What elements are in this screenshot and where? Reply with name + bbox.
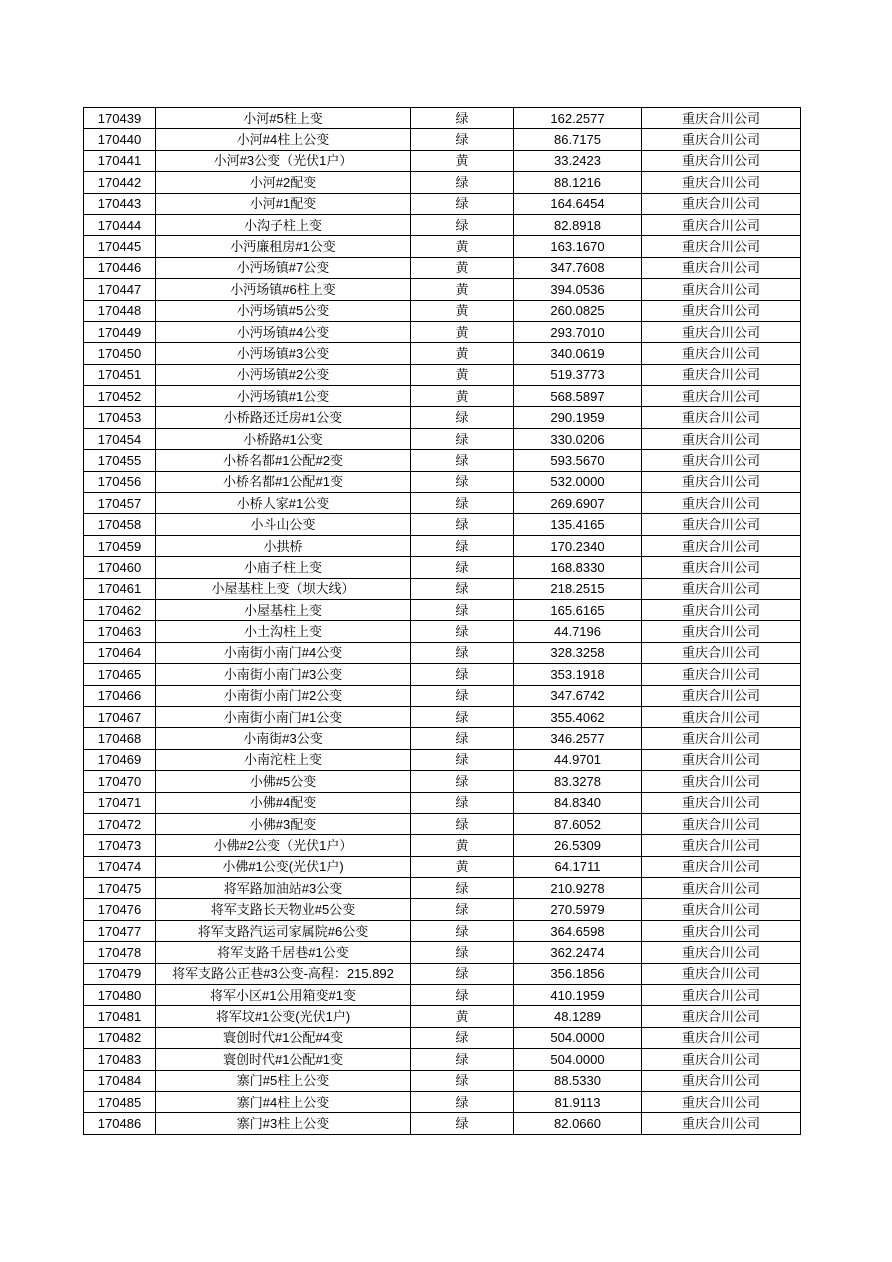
row-id-cell: 170441 — [84, 150, 156, 171]
row-name-cell: 小南街#3公变 — [156, 728, 411, 749]
row-value-cell: 290.1959 — [514, 407, 642, 428]
table-row — [84, 214, 801, 235]
row-id-cell: 170473 — [84, 835, 156, 856]
row-company-cell: 重庆合川公司 — [642, 193, 801, 214]
row-status-cell: 绿 — [411, 493, 514, 514]
row-company-cell: 重庆合川公司 — [642, 1113, 801, 1134]
table-row — [84, 150, 801, 171]
table-row — [84, 878, 801, 899]
table-row — [84, 1091, 801, 1112]
row-value-cell: 135.4165 — [514, 514, 642, 535]
row-status-cell: 黄 — [411, 236, 514, 257]
row-status-cell: 绿 — [411, 1070, 514, 1091]
row-id-cell: 170449 — [84, 321, 156, 342]
table-row — [84, 493, 801, 514]
row-value-cell: 165.6165 — [514, 599, 642, 620]
row-id-cell: 170461 — [84, 578, 156, 599]
row-name-cell: 小河#2配变 — [156, 172, 411, 193]
row-value-cell: 346.2577 — [514, 728, 642, 749]
table-row — [84, 279, 801, 300]
row-name-cell: 小斗山公变 — [156, 514, 411, 535]
row-status-cell: 绿 — [411, 621, 514, 642]
row-company-cell: 重庆合川公司 — [642, 1091, 801, 1112]
row-id-cell: 170465 — [84, 664, 156, 685]
row-id-cell: 170458 — [84, 514, 156, 535]
row-status-cell: 绿 — [411, 1027, 514, 1048]
row-name-cell: 将军支路长天物业#5公变 — [156, 899, 411, 920]
row-name-cell: 小佛#1公变(光伏1户) — [156, 856, 411, 877]
row-status-cell: 绿 — [411, 172, 514, 193]
row-value-cell: 44.7196 — [514, 621, 642, 642]
row-value-cell: 86.7175 — [514, 129, 642, 150]
row-company-cell: 重庆合川公司 — [642, 813, 801, 834]
row-name-cell: 小沟子柱上变 — [156, 214, 411, 235]
row-status-cell: 绿 — [411, 942, 514, 963]
row-id-cell: 170479 — [84, 963, 156, 984]
table-row — [84, 599, 801, 620]
row-value-cell: 394.0536 — [514, 279, 642, 300]
row-id-cell: 170444 — [84, 214, 156, 235]
row-company-cell: 重庆合川公司 — [642, 428, 801, 449]
row-name-cell: 寨门#3柱上公变 — [156, 1113, 411, 1134]
table-row — [84, 172, 801, 193]
row-value-cell: 328.3258 — [514, 642, 642, 663]
row-status-cell: 绿 — [411, 193, 514, 214]
row-value-cell: 162.2577 — [514, 108, 642, 129]
table-row — [84, 899, 801, 920]
row-value-cell: 44.9701 — [514, 749, 642, 770]
row-status-cell: 绿 — [411, 985, 514, 1006]
row-company-cell: 重庆合川公司 — [642, 706, 801, 727]
row-status-cell: 黄 — [411, 300, 514, 321]
row-company-cell: 重庆合川公司 — [642, 920, 801, 941]
table-row — [84, 792, 801, 813]
row-company-cell: 重庆合川公司 — [642, 621, 801, 642]
row-id-cell: 170476 — [84, 899, 156, 920]
row-status-cell: 绿 — [411, 578, 514, 599]
row-value-cell: 26.5309 — [514, 835, 642, 856]
table-row — [84, 749, 801, 770]
row-status-cell: 绿 — [411, 706, 514, 727]
row-value-cell: 81.9113 — [514, 1091, 642, 1112]
table-row — [84, 236, 801, 257]
row-id-cell: 170486 — [84, 1113, 156, 1134]
row-name-cell: 将军路加油站#3公变 — [156, 878, 411, 899]
row-company-cell: 重庆合川公司 — [642, 493, 801, 514]
row-company-cell: 重庆合川公司 — [642, 535, 801, 556]
row-status-cell: 绿 — [411, 920, 514, 941]
row-company-cell: 重庆合川公司 — [642, 578, 801, 599]
row-name-cell: 将军小区#1公用箱变#1变 — [156, 985, 411, 1006]
row-company-cell: 重庆合川公司 — [642, 1006, 801, 1027]
row-company-cell: 重庆合川公司 — [642, 664, 801, 685]
row-name-cell: 小沔廉租房#1公变 — [156, 236, 411, 257]
row-value-cell: 170.2340 — [514, 535, 642, 556]
row-name-cell: 小桥路#1公变 — [156, 428, 411, 449]
row-company-cell: 重庆合川公司 — [642, 172, 801, 193]
row-status-cell: 绿 — [411, 878, 514, 899]
row-id-cell: 170443 — [84, 193, 156, 214]
row-id-cell: 170448 — [84, 300, 156, 321]
row-status-cell: 黄 — [411, 856, 514, 877]
table-row — [84, 471, 801, 492]
table-row — [84, 343, 801, 364]
row-id-cell: 170466 — [84, 685, 156, 706]
row-id-cell: 170467 — [84, 706, 156, 727]
row-id-cell: 170447 — [84, 279, 156, 300]
row-value-cell: 568.5897 — [514, 386, 642, 407]
row-value-cell: 347.6742 — [514, 685, 642, 706]
row-status-cell: 黄 — [411, 343, 514, 364]
row-id-cell: 170485 — [84, 1091, 156, 1112]
row-value-cell: 330.0206 — [514, 428, 642, 449]
row-id-cell: 170469 — [84, 749, 156, 770]
table-row — [84, 1070, 801, 1091]
table-row — [84, 450, 801, 471]
row-id-cell: 170446 — [84, 257, 156, 278]
row-value-cell: 82.8918 — [514, 214, 642, 235]
row-company-cell: 重庆合川公司 — [642, 108, 801, 129]
row-value-cell: 353.1918 — [514, 664, 642, 685]
row-name-cell: 小佛#4配变 — [156, 792, 411, 813]
table-row — [84, 300, 801, 321]
row-name-cell: 将军支路汽运司家属院#6公变 — [156, 920, 411, 941]
row-status-cell: 绿 — [411, 1091, 514, 1112]
row-status-cell: 绿 — [411, 963, 514, 984]
table-row — [84, 514, 801, 535]
row-status-cell: 绿 — [411, 108, 514, 129]
row-name-cell: 小沔场镇#5公变 — [156, 300, 411, 321]
row-company-cell: 重庆合川公司 — [642, 728, 801, 749]
row-name-cell: 小沔场镇#4公变 — [156, 321, 411, 342]
row-id-cell: 170484 — [84, 1070, 156, 1091]
row-company-cell: 重庆合川公司 — [642, 1070, 801, 1091]
row-status-cell: 黄 — [411, 150, 514, 171]
table-row — [84, 193, 801, 214]
row-id-cell: 170483 — [84, 1049, 156, 1070]
row-value-cell: 163.1670 — [514, 236, 642, 257]
row-id-cell: 170453 — [84, 407, 156, 428]
row-company-cell: 重庆合川公司 — [642, 856, 801, 877]
table-row — [84, 108, 801, 129]
row-company-cell: 重庆合川公司 — [642, 771, 801, 792]
row-status-cell: 黄 — [411, 835, 514, 856]
row-company-cell: 重庆合川公司 — [642, 1027, 801, 1048]
row-company-cell: 重庆合川公司 — [642, 749, 801, 770]
row-name-cell: 小屋基柱上变 — [156, 599, 411, 620]
row-value-cell: 270.5979 — [514, 899, 642, 920]
table-row — [84, 856, 801, 877]
row-company-cell: 重庆合川公司 — [642, 471, 801, 492]
row-value-cell: 33.2423 — [514, 150, 642, 171]
row-status-cell: 绿 — [411, 728, 514, 749]
row-name-cell: 将军坟#1公变(光伏1户) — [156, 1006, 411, 1027]
row-value-cell: 88.1216 — [514, 172, 642, 193]
row-value-cell: 340.0619 — [514, 343, 642, 364]
row-company-cell: 重庆合川公司 — [642, 450, 801, 471]
substation-table — [83, 107, 801, 1135]
row-company-cell: 重庆合川公司 — [642, 150, 801, 171]
row-name-cell: 小沔场镇#2公变 — [156, 364, 411, 385]
row-id-cell: 170477 — [84, 920, 156, 941]
row-name-cell: 小南沱柱上变 — [156, 749, 411, 770]
row-status-cell: 绿 — [411, 664, 514, 685]
row-status-cell: 绿 — [411, 1049, 514, 1070]
table-row — [84, 428, 801, 449]
table-body — [84, 108, 801, 1135]
row-id-cell: 170481 — [84, 1006, 156, 1027]
row-id-cell: 170459 — [84, 535, 156, 556]
table-row — [84, 407, 801, 428]
row-company-cell: 重庆合川公司 — [642, 343, 801, 364]
row-status-cell: 绿 — [411, 557, 514, 578]
table-row — [84, 664, 801, 685]
row-company-cell: 重庆合川公司 — [642, 792, 801, 813]
table-row — [84, 706, 801, 727]
row-name-cell: 小佛#5公变 — [156, 771, 411, 792]
row-company-cell: 重庆合川公司 — [642, 407, 801, 428]
table-row — [84, 920, 801, 941]
row-company-cell: 重庆合川公司 — [642, 364, 801, 385]
table-row — [84, 642, 801, 663]
row-value-cell: 164.6454 — [514, 193, 642, 214]
row-value-cell: 356.1856 — [514, 963, 642, 984]
row-status-cell: 绿 — [411, 1113, 514, 1134]
row-status-cell: 黄 — [411, 386, 514, 407]
table-row — [84, 557, 801, 578]
row-value-cell: 168.8330 — [514, 557, 642, 578]
row-status-cell: 绿 — [411, 685, 514, 706]
row-name-cell: 小河#3公变（光伏1户） — [156, 150, 411, 171]
row-name-cell: 寰创时代#1公配#1变 — [156, 1049, 411, 1070]
row-company-cell: 重庆合川公司 — [642, 236, 801, 257]
row-status-cell: 绿 — [411, 599, 514, 620]
row-id-cell: 170452 — [84, 386, 156, 407]
row-value-cell: 260.0825 — [514, 300, 642, 321]
row-company-cell: 重庆合川公司 — [642, 899, 801, 920]
row-status-cell: 黄 — [411, 279, 514, 300]
row-value-cell: 532.0000 — [514, 471, 642, 492]
row-value-cell: 293.7010 — [514, 321, 642, 342]
row-status-cell: 绿 — [411, 514, 514, 535]
row-id-cell: 170457 — [84, 493, 156, 514]
row-name-cell: 小沔场镇#7公变 — [156, 257, 411, 278]
table-row — [84, 1027, 801, 1048]
row-id-cell: 170470 — [84, 771, 156, 792]
row-value-cell: 519.3773 — [514, 364, 642, 385]
table-row — [84, 1113, 801, 1134]
row-status-cell: 绿 — [411, 428, 514, 449]
row-value-cell: 410.1959 — [514, 985, 642, 1006]
row-name-cell: 寰创时代#1公配#4变 — [156, 1027, 411, 1048]
row-id-cell: 170442 — [84, 172, 156, 193]
row-value-cell: 88.5330 — [514, 1070, 642, 1091]
row-company-cell: 重庆合川公司 — [642, 257, 801, 278]
row-value-cell: 269.6907 — [514, 493, 642, 514]
row-id-cell: 170472 — [84, 813, 156, 834]
table-row — [84, 835, 801, 856]
row-id-cell: 170445 — [84, 236, 156, 257]
row-name-cell: 小庙子柱上变 — [156, 557, 411, 578]
row-name-cell: 小桥路还迁房#1公变 — [156, 407, 411, 428]
table-row — [84, 1006, 801, 1027]
table-row — [84, 1049, 801, 1070]
row-company-cell: 重庆合川公司 — [642, 685, 801, 706]
row-company-cell: 重庆合川公司 — [642, 942, 801, 963]
row-company-cell: 重庆合川公司 — [642, 321, 801, 342]
row-id-cell: 170478 — [84, 942, 156, 963]
row-name-cell: 寨门#4柱上公变 — [156, 1091, 411, 1112]
row-status-cell: 绿 — [411, 642, 514, 663]
row-name-cell: 小桥名都#1公配#2变 — [156, 450, 411, 471]
row-status-cell: 绿 — [411, 129, 514, 150]
row-value-cell: 364.6598 — [514, 920, 642, 941]
row-value-cell: 82.0660 — [514, 1113, 642, 1134]
table-row — [84, 364, 801, 385]
table-row — [84, 578, 801, 599]
row-name-cell: 小南街小南门#4公变 — [156, 642, 411, 663]
table-row — [84, 129, 801, 150]
row-value-cell: 218.2515 — [514, 578, 642, 599]
row-company-cell: 重庆合川公司 — [642, 129, 801, 150]
row-name-cell: 小拱桥 — [156, 535, 411, 556]
row-id-cell: 170480 — [84, 985, 156, 1006]
row-id-cell: 170455 — [84, 450, 156, 471]
row-company-cell: 重庆合川公司 — [642, 963, 801, 984]
row-status-cell: 绿 — [411, 214, 514, 235]
row-name-cell: 将军支路千居巷#1公变 — [156, 942, 411, 963]
row-name-cell: 小南街小南门#1公变 — [156, 706, 411, 727]
row-value-cell: 83.3278 — [514, 771, 642, 792]
row-status-cell: 绿 — [411, 792, 514, 813]
row-name-cell: 小屋基柱上变（坝大线） — [156, 578, 411, 599]
row-company-cell: 重庆合川公司 — [642, 1049, 801, 1070]
row-status-cell: 绿 — [411, 899, 514, 920]
row-value-cell: 362.2474 — [514, 942, 642, 963]
table-row — [84, 963, 801, 984]
row-value-cell: 64.1711 — [514, 856, 642, 877]
row-company-cell: 重庆合川公司 — [642, 835, 801, 856]
row-name-cell: 小土沟柱上变 — [156, 621, 411, 642]
row-name-cell: 小沔场镇#1公变 — [156, 386, 411, 407]
row-name-cell: 小桥人家#1公变 — [156, 493, 411, 514]
row-name-cell: 小河#5柱上变 — [156, 108, 411, 129]
row-company-cell: 重庆合川公司 — [642, 514, 801, 535]
row-name-cell: 寨门#5柱上公变 — [156, 1070, 411, 1091]
table-row — [84, 321, 801, 342]
row-id-cell: 170463 — [84, 621, 156, 642]
row-id-cell: 170451 — [84, 364, 156, 385]
row-id-cell: 170474 — [84, 856, 156, 877]
table-row — [84, 942, 801, 963]
row-company-cell: 重庆合川公司 — [642, 642, 801, 663]
table-row — [84, 685, 801, 706]
row-value-cell: 210.9278 — [514, 878, 642, 899]
row-id-cell: 170440 — [84, 129, 156, 150]
row-name-cell: 小南街小南门#3公变 — [156, 664, 411, 685]
row-id-cell: 170439 — [84, 108, 156, 129]
row-status-cell: 黄 — [411, 321, 514, 342]
table-row — [84, 257, 801, 278]
row-company-cell: 重庆合川公司 — [642, 557, 801, 578]
row-value-cell: 84.8340 — [514, 792, 642, 813]
row-name-cell: 将军支路公正巷#3公变-高程：215.892 — [156, 963, 411, 984]
row-status-cell: 绿 — [411, 450, 514, 471]
table-row — [84, 728, 801, 749]
row-name-cell: 小河#4柱上公变 — [156, 129, 411, 150]
table-row — [84, 771, 801, 792]
row-name-cell: 小沔场镇#6柱上变 — [156, 279, 411, 300]
row-status-cell: 绿 — [411, 471, 514, 492]
row-status-cell: 绿 — [411, 749, 514, 770]
row-id-cell: 170456 — [84, 471, 156, 492]
row-status-cell: 绿 — [411, 771, 514, 792]
row-value-cell: 504.0000 — [514, 1027, 642, 1048]
table-row — [84, 985, 801, 1006]
row-id-cell: 170475 — [84, 878, 156, 899]
row-company-cell: 重庆合川公司 — [642, 300, 801, 321]
row-value-cell: 347.7608 — [514, 257, 642, 278]
row-status-cell: 黄 — [411, 257, 514, 278]
row-id-cell: 170460 — [84, 557, 156, 578]
row-value-cell: 48.1289 — [514, 1006, 642, 1027]
row-id-cell: 170462 — [84, 599, 156, 620]
row-value-cell: 504.0000 — [514, 1049, 642, 1070]
table-row — [84, 813, 801, 834]
row-name-cell: 小佛#2公变（光伏1户） — [156, 835, 411, 856]
row-status-cell: 绿 — [411, 407, 514, 428]
row-status-cell: 黄 — [411, 364, 514, 385]
row-id-cell: 170482 — [84, 1027, 156, 1048]
row-status-cell: 绿 — [411, 813, 514, 834]
row-name-cell: 小佛#3配变 — [156, 813, 411, 834]
row-name-cell: 小沔场镇#3公变 — [156, 343, 411, 364]
row-name-cell: 小河#1配变 — [156, 193, 411, 214]
row-company-cell: 重庆合川公司 — [642, 279, 801, 300]
row-value-cell: 355.4062 — [514, 706, 642, 727]
row-company-cell: 重庆合川公司 — [642, 214, 801, 235]
row-id-cell: 170471 — [84, 792, 156, 813]
row-company-cell: 重庆合川公司 — [642, 878, 801, 899]
table-row — [84, 535, 801, 556]
table-row — [84, 621, 801, 642]
row-id-cell: 170464 — [84, 642, 156, 663]
row-value-cell: 593.5670 — [514, 450, 642, 471]
row-name-cell: 小南街小南门#2公变 — [156, 685, 411, 706]
row-id-cell: 170468 — [84, 728, 156, 749]
row-id-cell: 170454 — [84, 428, 156, 449]
row-id-cell: 170450 — [84, 343, 156, 364]
row-company-cell: 重庆合川公司 — [642, 386, 801, 407]
row-company-cell: 重庆合川公司 — [642, 599, 801, 620]
table-row — [84, 386, 801, 407]
row-company-cell: 重庆合川公司 — [642, 985, 801, 1006]
row-status-cell: 绿 — [411, 535, 514, 556]
row-value-cell: 87.6052 — [514, 813, 642, 834]
row-status-cell: 黄 — [411, 1006, 514, 1027]
row-name-cell: 小桥名都#1公配#1变 — [156, 471, 411, 492]
